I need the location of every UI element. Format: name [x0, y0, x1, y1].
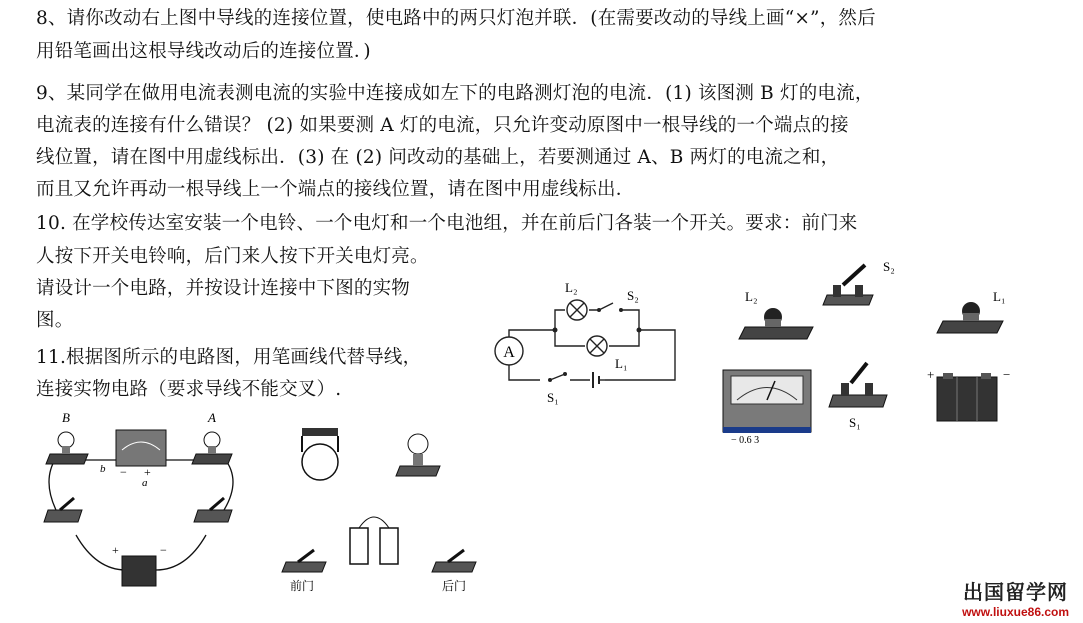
switch2-device [823, 265, 873, 305]
bell-device [302, 428, 338, 480]
watermark-title: 出国留学网 [963, 580, 1069, 604]
q10-line-2: 人按下开关电铃响，后门来人按下开关电灯亮。 [36, 246, 429, 267]
back-door-label: 后门 [442, 579, 467, 593]
lamp-a-label: A [208, 410, 216, 425]
real-switch1-label: S₁ [849, 415, 861, 430]
schematic-diagram [485, 270, 695, 420]
lamp2-device [739, 308, 813, 339]
lamp1-device [937, 302, 1003, 333]
lamp1-label: L₁ [615, 356, 628, 371]
meter-scale-label: − 0.6 3 [731, 435, 760, 445]
watermark [962, 576, 1069, 619]
switch2-label: S₂ [627, 288, 639, 303]
real-components [715, 255, 1035, 445]
real-lamp1-label: L₁ [993, 289, 1006, 304]
q9-switch-right [194, 510, 232, 522]
lamp-b-device [46, 432, 88, 464]
front-door-switch [282, 550, 326, 572]
q10-line-3: 请设计一个电路，并按设计连接中下图的实物 [36, 278, 411, 299]
q8-line-2: 用铅笔画出这根导线改动后的连接位置．) [36, 41, 371, 62]
lamp2-label: L₂ [565, 280, 578, 295]
q9-switch-left [44, 510, 82, 522]
q9-batt-plus: + [112, 543, 119, 557]
q9-label-a-small: a [142, 477, 148, 489]
q10-components-figure [280, 410, 490, 595]
front-door-label: 前门 [290, 579, 315, 593]
lamp-b-label: B [62, 410, 70, 425]
switch1-device [829, 363, 887, 407]
q9-line-1: 9、某同学在做用电流表测电流的实验中连接成如左下的电路测灯泡的电流．(1) 该图测 B 灯的电流， [36, 83, 874, 104]
q9-plus-label: + [144, 465, 151, 479]
q9-circuit-figure [36, 410, 248, 595]
battery-device [937, 373, 997, 421]
switch1-label: S₁ [547, 390, 559, 405]
lamp-device [396, 434, 440, 476]
q9-batt-minus: − [160, 543, 167, 557]
battery-minus-label: − [1003, 367, 1011, 382]
q11-line-1: 11.根据图所示的电路图，用笔画线代替导线， [36, 347, 422, 368]
q9-battery [122, 556, 156, 586]
q10-line-1: 10. 在学校传达室安装一个电铃、一个电灯和一个电池组，并在前后门各装一个开关。要求：前门来 [36, 213, 858, 234]
q9-label-b-small: b [100, 463, 106, 475]
q9-line-3: 线位置，请在图中用虚线标出．(3) 在 (2) 问改动的基础上，若要测通过 A、B 两灯的电流之和， [36, 147, 840, 168]
ammeter-label: A [503, 344, 515, 361]
real-lamp2-label: L₂ [745, 289, 758, 304]
back-door-switch [432, 550, 476, 572]
q11-line-2: 连接实物电路（要求导线不能交叉）. [36, 379, 342, 400]
q10-line-4: 图。 [36, 310, 74, 331]
q8-line-1: 8、请你改动右上图中导线的连接位置，使电路中的两只灯泡并联．(在需要改动的导线上画“×”，然后 [36, 8, 876, 29]
lamp-a-device [192, 432, 232, 464]
q9-line-4: 而且又允许再动一根导线上一个端点的接线位置，请在图中用虚线标出． [36, 179, 635, 200]
q9-line-2: 电流表的连接有什么错误？ (2) 如果要测 A 灯的电流，只允许变动原图中一根导线的一个端点的接 [36, 115, 849, 136]
real-switch2-label: S₂ [883, 259, 895, 274]
ammeter-device [723, 370, 811, 433]
battery-plus-label: + [927, 367, 935, 382]
watermark-url: www.liuxue86.com [962, 605, 1069, 619]
battery-cells [350, 517, 398, 564]
q9-minus-label: − [120, 465, 127, 479]
q9-ammeter-device [116, 430, 166, 466]
